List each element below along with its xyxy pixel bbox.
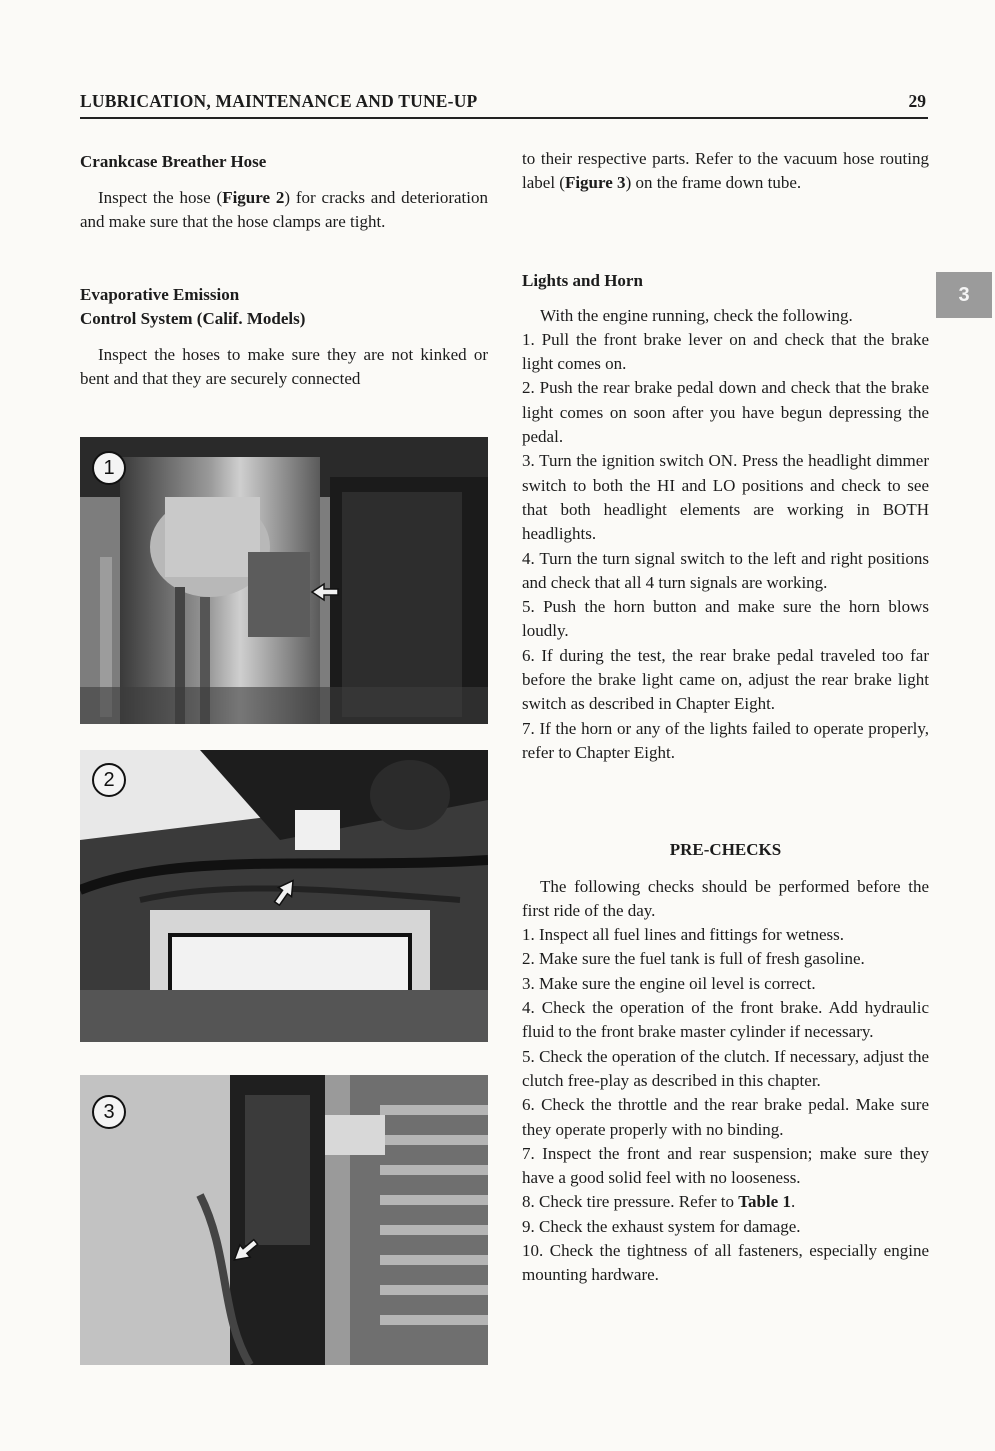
figure-2-photo (80, 750, 488, 1042)
list-item: 4. Check the operation of the front brake. Add hydraulic fluid to the front brake master cylinder if necessary. (522, 998, 929, 1042)
left-column (80, 150, 488, 391)
paragraph-evap-emission: Inspect the hoses to make sure they are not kinked or bent and that they are securely connected (80, 344, 488, 388)
list-item: 10. Check the tightness of all fasteners, especially engine mounting hardware. (522, 1240, 929, 1285)
figure-3-callout: 3 (92, 1095, 126, 1129)
figure-1-photo (80, 437, 488, 724)
running-head: LUBRICATION, MAINTENANCE AND TUNE-UP (80, 91, 478, 111)
list-item: 3. Make sure the engine oil level is correct. (522, 973, 816, 993)
list-item: 2. Push the rear brake pedal down and check that the brake light comes on soon after you have begun depressing the pedal. (522, 378, 929, 447)
heading-evap-emission-2: Control System (Calif. Models) (80, 308, 306, 328)
list-item: 9. Check the exhaust system for damage. (522, 1216, 801, 1236)
heading-crankcase-breather: Crankcase Breather Hose (80, 152, 267, 171)
paragraph-crankcase-breather: Inspect the hose (Figure 2) for cracks and deterioration and make sure that the hose clamps are tight. (80, 188, 488, 232)
right-column (522, 147, 929, 1288)
list-item: 6. If during the test, the rear brake pedal traveled too far before the brake light came on, adjust the rear brake light switch as described in Chapter Eight. (522, 645, 929, 714)
list-item: 5. Push the horn button and make sure the horn blows loudly. (522, 597, 929, 641)
table-ref: Table 1 (738, 1192, 791, 1212)
list-item: 1. Pull the front brake lever on and check that the brake light comes on. (522, 329, 929, 374)
list-item: 5. Check the operation of the clutch. If necessary, adjust the clutch free-play as described in this chapter. (522, 1046, 929, 1090)
list-item: 4. Turn the turn signal switch to the left and right positions and check that all 4 turn signals are working. (522, 548, 929, 592)
list-item: 8. Check tire pressure. Refer to Table 1. (522, 1192, 796, 1212)
chapter-tab: 3 (936, 272, 992, 318)
heading-prechecks: PRE-CHECKS (669, 840, 782, 860)
list-item: 6. Check the throttle and the rear brake pedal. Make sure they operate properly with no binding. (522, 1095, 929, 1139)
list-item: 2. Make sure the fuel tank is full of fresh gasoline. (522, 949, 865, 969)
figure-1-callout: 1 (92, 451, 126, 485)
heading-evap-emission-1: Evaporative Emission (80, 284, 240, 304)
paragraph-lights-intro: With the engine running, check the following. (540, 305, 853, 325)
page-number: 29 (908, 91, 926, 111)
page-header (80, 91, 928, 119)
figure-ref: Figure 2 (222, 188, 285, 207)
paragraph-continuation: to their respective parts. Refer to the vacuum hose routing label (Figure 3) on the frame down tube. (522, 149, 929, 193)
list-item: 3. Turn the ignition switch ON. Press the headlight dimmer switch to both the HI and LO positions and check to see that both headlight elements are working in BOTH headlights. (522, 451, 929, 544)
figure-2-callout: 2 (92, 763, 126, 797)
paragraph-prechecks-intro: The following checks should be performed before the first ride of the day. (522, 876, 929, 920)
list-item: 1. Inspect all fuel lines and fittings for wetness. (522, 925, 844, 945)
figure-3-photo (80, 1075, 488, 1365)
list-item: 7. Inspect the front and rear suspension; make sure they have a good solid feel with no looseness. (522, 1143, 929, 1188)
figure-ref: Figure 3 (564, 173, 626, 193)
heading-lights-horn: Lights and Horn (522, 270, 643, 290)
list-item: 7. If the horn or any of the lights failed to operate properly, refer to Chapter Eight. (522, 718, 929, 762)
